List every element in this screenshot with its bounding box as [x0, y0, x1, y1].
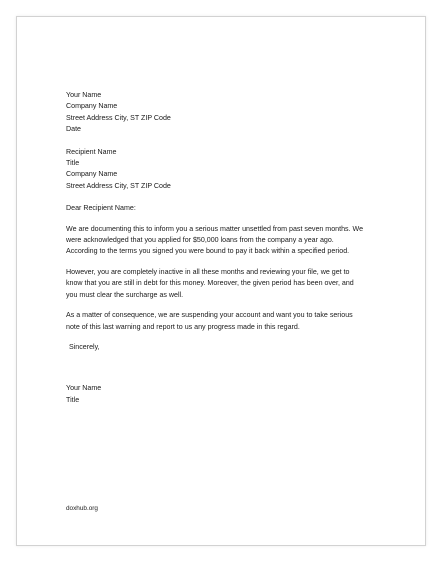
body-paragraph-2: [66, 267, 406, 301]
sender-company: Company Name: [66, 102, 118, 111]
sender-name: Your Name: [66, 91, 102, 99]
paragraph-line: We are documenting this to inform you a serious matter unsettled from past seven months. We: [66, 224, 364, 233]
signature-block: [66, 383, 406, 406]
paragraph-line: According to the terms you signed you were bound to pay it back within a specified period.: [66, 247, 350, 256]
recipient-address: Street Address City, ST ZIP Code: [66, 181, 171, 190]
sender-address: Street Address City, ST ZIP Code: [66, 113, 171, 122]
recipient-company: Company Name: [66, 170, 118, 179]
letter-content: [66, 90, 406, 406]
body-paragraph-3: [66, 310, 406, 333]
footer-site-link[interactable]: doxhub.org: [66, 505, 98, 512]
recipient-name: Recipient Name: [66, 147, 117, 156]
paragraph-line: note of this last warning and report to us any progress made in this regard.: [66, 322, 300, 331]
sender-date: Date: [66, 125, 81, 134]
paragraph-line: were acknowledged that you applied for $50,000 loans from the company a year ago.: [66, 236, 334, 245]
letter-page: [16, 16, 426, 546]
salutation: Dear Recipient Name:: [66, 204, 136, 213]
recipient-title: Title: [66, 159, 80, 168]
signature-title: Title: [66, 395, 80, 404]
body-paragraph-1: [66, 224, 406, 258]
paragraph-line: However, you are completely inactive in all these months and reviewing your file, we get to: [66, 267, 350, 276]
paragraph-line: As a matter of consequence, we are suspending your account and want you to take serious: [66, 311, 353, 320]
signature-name: Your Name: [66, 384, 102, 393]
sender-block: [66, 90, 406, 136]
paragraph-line: you must clear the surcharge as well.: [66, 290, 184, 299]
closing: Sincerely,: [69, 342, 100, 351]
recipient-block: [66, 147, 406, 193]
paragraph-line: know that you are still in debt for this money. Moreover, the given period has been over, and: [66, 279, 354, 288]
